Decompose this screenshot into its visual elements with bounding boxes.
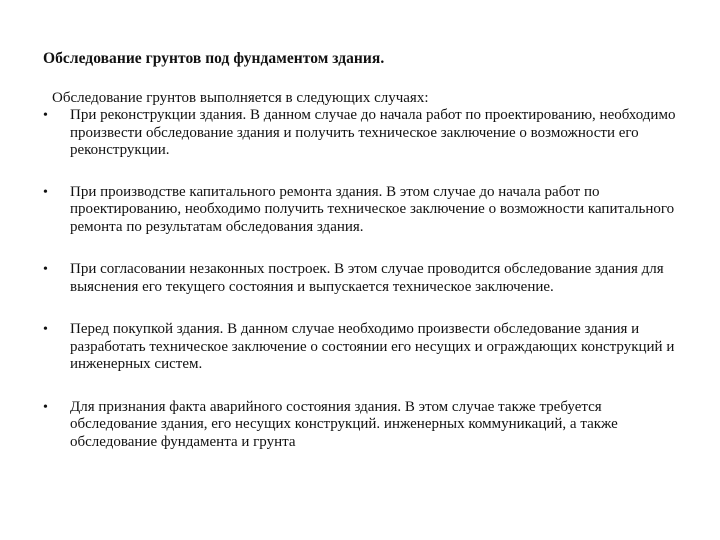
list-item	[40, 399, 680, 452]
list-item	[40, 321, 680, 374]
bullet-icon: •	[43, 399, 48, 415]
bullet-icon: •	[43, 322, 48, 337]
slide-title: Обследование грунтов под фундаментом здания.	[43, 50, 385, 67]
list-item-text: При согласовании незаконных построек. В этом случае проводится обследование здания для выяснения его текущего состояния и выпускается техническое заключение.	[70, 261, 664, 295]
bullet-list	[40, 107, 680, 476]
list-item-text: При производстве капитального ремонта здания. В этом случае до начала работ по проектированию, необходимо получить техническое заключение о возможности капитального ремонта по результатам обследования здания.	[70, 183, 675, 235]
list-item-text: Для признания факта аварийного состояния здания. В этом случае также требуется обследование здания, его несущих конструкций. инженерных коммуникаций, а также обследование фундамента и грунта	[70, 398, 618, 450]
list-item	[40, 107, 680, 160]
intro-text: Обследование грунтов выполняется в следующих случаях:	[52, 90, 429, 106]
list-item-text: Перед покупкой здания. В данном случае необходимо произвести обследование здания и разработать техническое заключение о состоянии его несущих и ограждающих конструкций и инженерных систем.	[70, 321, 675, 372]
bullet-icon: •	[43, 108, 48, 123]
list-item	[40, 184, 680, 237]
bullet-icon: •	[43, 262, 48, 277]
list-item-text: При реконструкции здания. В данном случае до начала работ по проектированию, необходимо произвести обследование здания и получить техническое заключение о возможности его реконструкции.	[70, 107, 676, 158]
bullet-icon: •	[43, 184, 48, 200]
list-item	[40, 261, 680, 296]
